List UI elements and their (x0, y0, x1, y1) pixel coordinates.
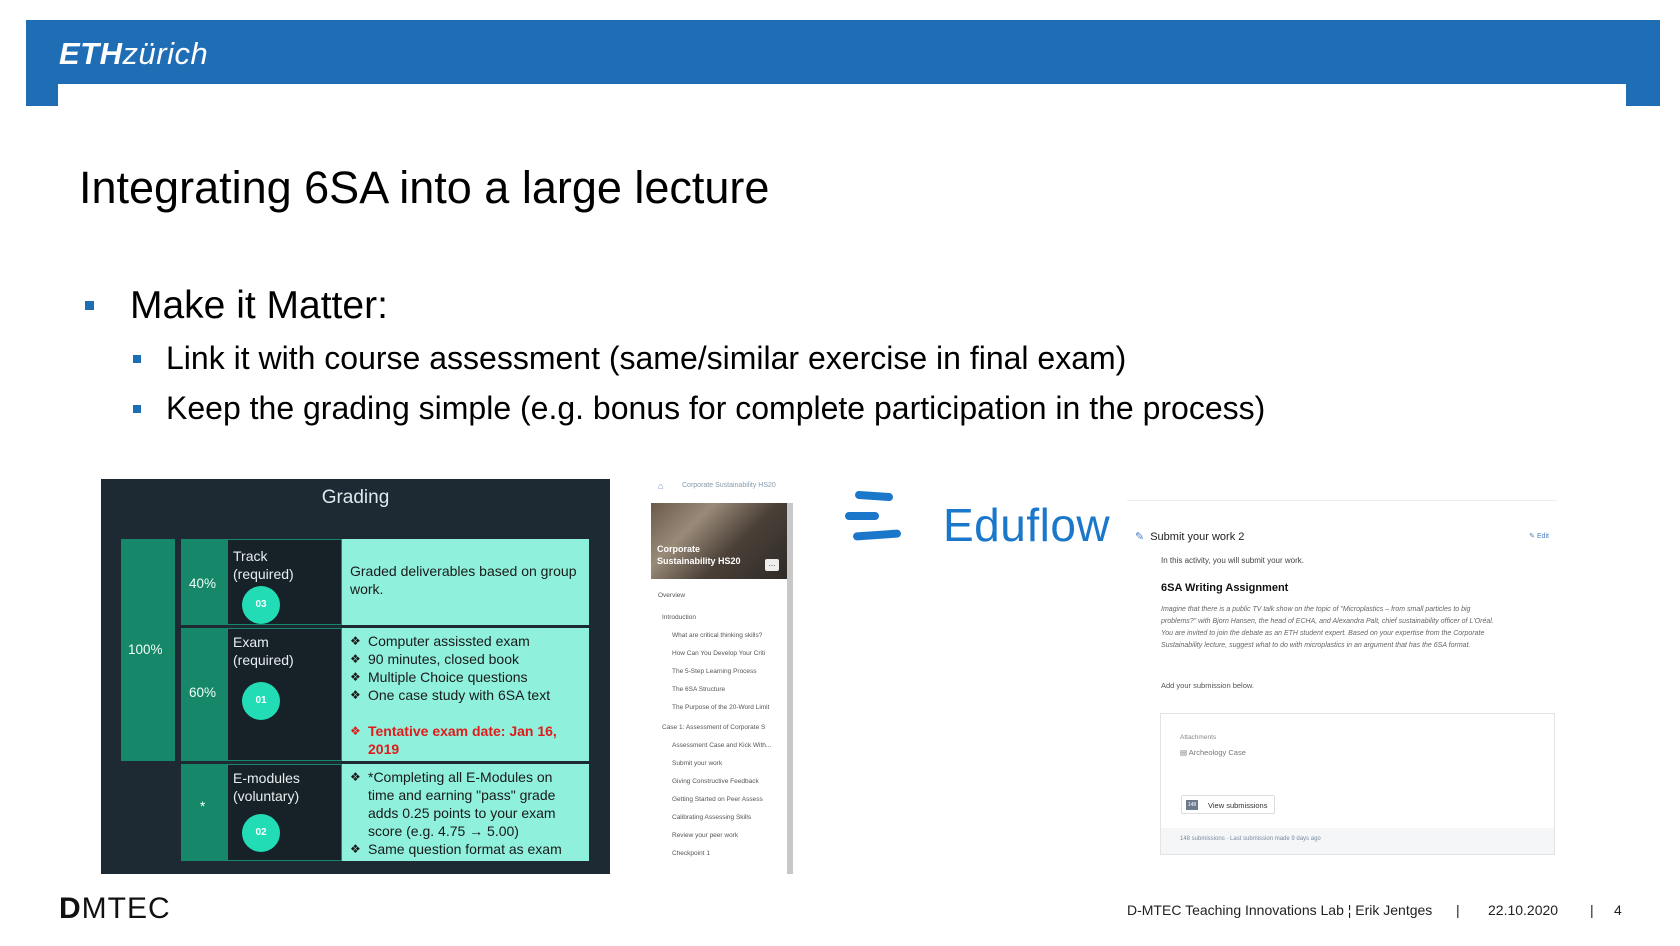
nav-item[interactable]: Case 1: Assessment of Corporate S (662, 724, 766, 731)
emodules-description (342, 764, 589, 861)
nav-item[interactable]: How Can You Develop Your Criti (672, 650, 766, 657)
nav-item[interactable]: Submit your work (672, 760, 723, 767)
emodules-detail: ❖ *Completing all E-Modules on time and earning "pass" grade adds 0.25 points to your exam score (e.g. 4.75 → 5.00) (350, 768, 581, 840)
weight-track: 40% (189, 576, 217, 591)
bullet-marker (85, 301, 94, 310)
breadcrumb[interactable]: Corporate Sustainability HS20 (682, 482, 776, 489)
assignment-heading: 6SA Writing Assignment (1161, 582, 1289, 594)
category-exam: Exam (required) (233, 634, 294, 668)
weight-emodules: * (200, 799, 206, 814)
nav-item[interactable]: The 6SA Structure (672, 686, 726, 693)
weight-exam: 60% (189, 685, 217, 700)
exam-date: ❖ Tentative exam date: Jan 16, 2019 (350, 722, 581, 758)
nav-item[interactable]: Checkpoint 1 (672, 850, 710, 857)
header-notch (58, 84, 1626, 106)
edit-link[interactable]: ✎ Edit (1529, 533, 1549, 540)
sub-bullet: Keep the grading simple (e.g. bonus for complete participation in the process) (166, 390, 1266, 426)
badge-01: 01 (242, 682, 280, 720)
exam-description (342, 628, 589, 761)
track-description: Graded deliverables based on group work. (342, 539, 589, 625)
footer-credit: D-MTEC Teaching Innovations Lab ¦ Erik Jentges (1127, 902, 1433, 918)
grading-panel (101, 479, 610, 874)
exam-detail: ❖ 90 minutes, closed book (350, 650, 581, 668)
attachment-file[interactable]: ▤ Archeology Case (1180, 748, 1246, 757)
nav-item[interactable]: Calibrating Assessing Skills (672, 814, 752, 821)
submission-count-badge: 148 (1187, 802, 1197, 808)
nav-item[interactable]: Giving Constructive Feedback (672, 778, 759, 785)
badge-02: 02 (242, 814, 280, 852)
nav-item[interactable]: Getting Started on Peer Assess (672, 796, 763, 803)
attachments-label: Attachments (1180, 734, 1217, 741)
pencil-icon: ✎ (1135, 531, 1145, 543)
page-number: 4 (1614, 902, 1622, 918)
exam-detail: ❖ Computer assissted exam (350, 632, 581, 650)
submission-box (1160, 713, 1555, 855)
nav-item[interactable]: Assessment Case and Kick With... (672, 742, 772, 749)
dmtec-logo: DMTEC (59, 892, 171, 925)
home-icon[interactable]: ⌂ (658, 481, 664, 491)
submission-card (1127, 500, 1557, 857)
sub-bullet: Link it with course assessment (same/similar exercise in final exam) (166, 340, 1127, 376)
total-percent: 100% (128, 642, 163, 657)
category-emodules: E-modules (voluntary) (233, 770, 300, 804)
badge-03: 03 (242, 586, 280, 624)
course-sidebar (648, 479, 796, 874)
bullet-make-it-matter: Make it Matter: (130, 284, 388, 327)
activity-intro: In this activity, you will submit your work. (1161, 556, 1305, 565)
nav-item[interactable]: The 5-Step Learning Process (672, 668, 757, 675)
bullet-marker (133, 355, 141, 363)
slide-title: Integrating 6SA into a large lecture (79, 162, 770, 213)
exam-detail: ❖ Multiple Choice questions (350, 668, 581, 686)
bullet-marker (133, 405, 141, 413)
file-icon: ▤ (1180, 748, 1189, 757)
eth-logo: ETHzürich (59, 36, 209, 71)
category-track: Track (required) (233, 548, 294, 582)
grading-title: Grading (321, 487, 390, 508)
submission-title: ✎ Submit your work 2 (1135, 531, 1245, 543)
nav-item[interactable]: Overview (658, 592, 686, 599)
emodules-detail: ❖ Same question format as exam (350, 840, 581, 858)
scrollbar[interactable] (787, 503, 793, 874)
edit-icon: ✎ (1529, 533, 1537, 540)
submission-footer: 148 submissions · Last submission made 9 days ago (1161, 828, 1554, 854)
eduflow-logo-icon (841, 488, 913, 544)
more-icon[interactable]: ... (765, 559, 779, 571)
footer-date: 22.10.2020 (1488, 902, 1559, 918)
view-submissions-button[interactable]: 148 View submissions (1181, 795, 1275, 814)
footer-separator: | (1590, 902, 1594, 918)
nav-item[interactable]: Introduction (662, 614, 696, 621)
course-thumbnail (651, 503, 787, 579)
add-submission-label: Add your submission below. (1161, 681, 1254, 690)
exam-detail: ❖ One case study with 6SA text (350, 686, 581, 704)
footer-separator: | (1456, 902, 1460, 918)
eduflow-wordmark: Eduflow (943, 499, 1111, 551)
course-title: Corporate Sustainability HS20 (657, 544, 741, 566)
nav-item[interactable]: Review your peer work (672, 832, 739, 839)
nav-item[interactable]: What are critical thinking skills? (672, 632, 763, 639)
assignment-prompt: Imagine that there is a public TV talk show on the topic of "Microplastics – from small particles to big problems?" with Bjorn Hansen, the head of ECHA, and Alexandra Palt, chief sustainability officer of L'Oréal. You are invited to join the debate as an ETH student expert. Based on your expertise from the Corporate Sustainability lecture, suggest what to do with microplastics in an argument that has the 6SA format. (1161, 606, 1494, 649)
nav-item[interactable]: The Purpose of the 20-Word Limit (672, 704, 770, 711)
